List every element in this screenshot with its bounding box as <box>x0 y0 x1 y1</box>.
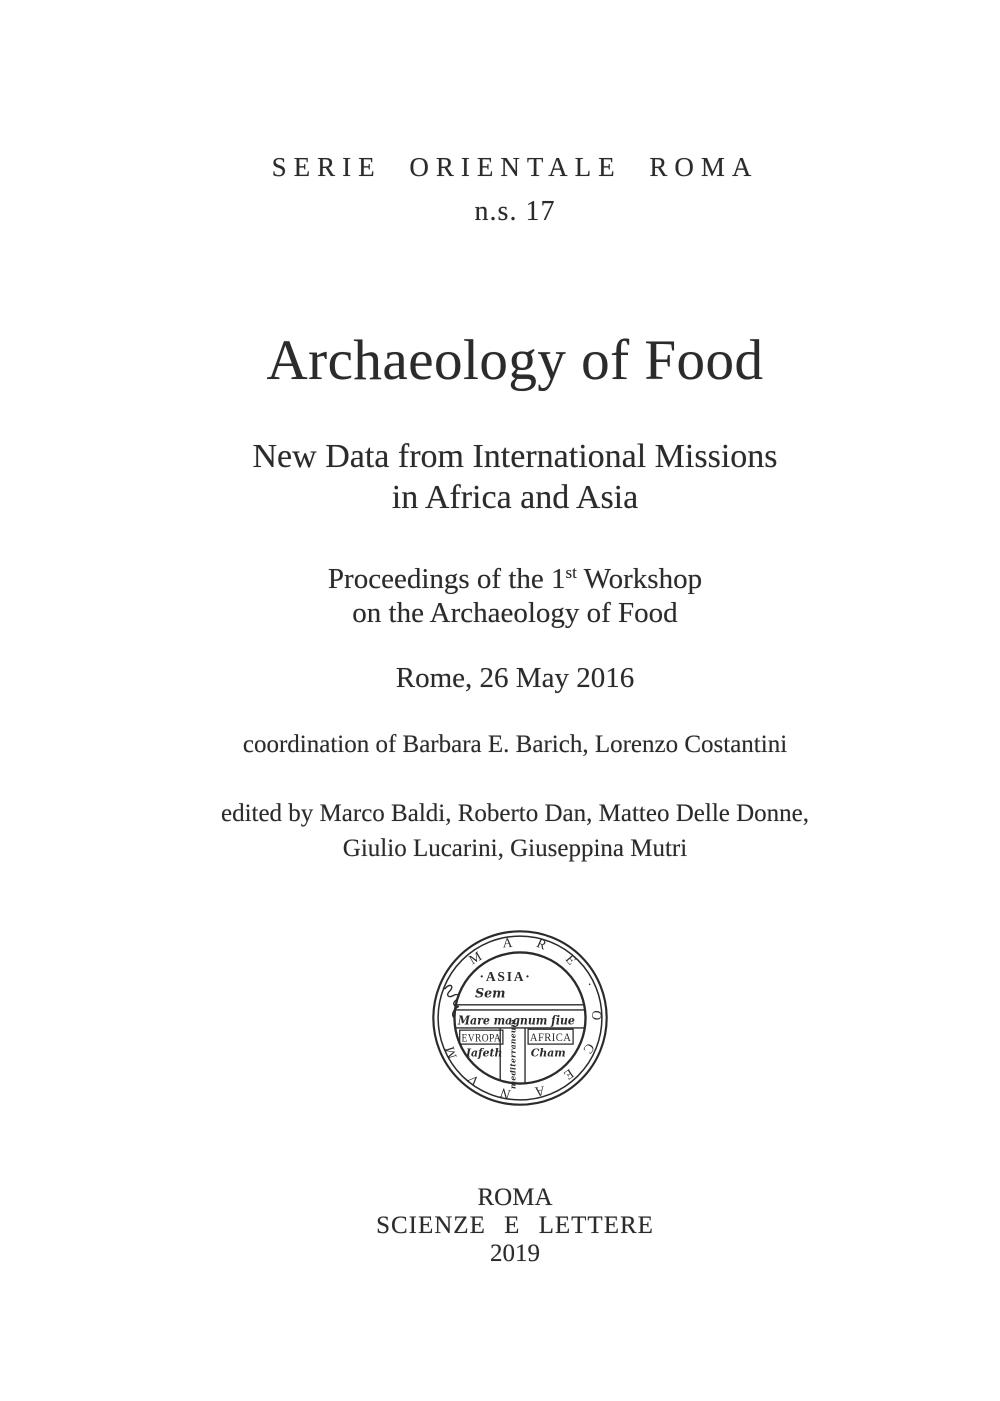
mare-magnum-label: Mare magnum ſiue <box>456 1013 576 1028</box>
proceedings-line-1 <box>30 556 1000 596</box>
coordination-line: coordination of Barbara E. Barich, Lorenzo Costantini <box>242 731 788 758</box>
publisher-year: 2019 <box>490 1240 540 1267</box>
publisher-city: ROMA <box>477 1184 553 1211</box>
publisher-block <box>30 1184 1000 1268</box>
ring-text: MARE·OCEANVM <box>435 934 605 1103</box>
to-map-icon <box>430 928 610 1108</box>
subtitle-line-1: New Data from International Missions <box>252 438 778 475</box>
proceedings-ordinal-superscript: st <box>565 563 577 582</box>
editors-block <box>30 796 1000 866</box>
book-title: Archaeology of Food <box>266 329 764 392</box>
publisher-logo <box>430 928 610 1108</box>
event-date-line: Rome, 26 May 2016 <box>395 662 635 694</box>
series-title: SERIE ORIENTALE ROMA <box>271 152 759 182</box>
europe-sub-label: Iafeth <box>466 1046 503 1060</box>
asia-label: ·ASIA· <box>479 969 532 985</box>
subtitle-line-2: in Africa and Asia <box>391 479 639 516</box>
asia-sub-label: Sem <box>475 985 506 1001</box>
book-subtitle <box>30 436 1000 518</box>
proceedings-line-2: on the Archaeology of Food <box>352 597 678 629</box>
africa-sub-label: Cham <box>530 1046 566 1060</box>
proceedings-line-1-tail: Workshop <box>576 563 703 595</box>
editors-line-2: Giulio Lucarini, Giuseppina Mutri <box>342 835 688 862</box>
proceedings-line-1-text: Proceedings of the 1 <box>327 563 566 595</box>
europe-label: EVROPA <box>461 1032 502 1045</box>
proceedings-note <box>30 556 1000 630</box>
publisher-name: SCIENZE E LETTERE <box>376 1212 654 1239</box>
series-number: n.s. 17 <box>474 196 556 227</box>
editors-line-1: edited by Marco Baldi, Roberto Dan, Matteo Delle Donne, <box>220 800 810 827</box>
mediterranean-label: mediterraneum <box>508 1018 518 1090</box>
africa-label: AFRICA <box>529 1031 572 1044</box>
